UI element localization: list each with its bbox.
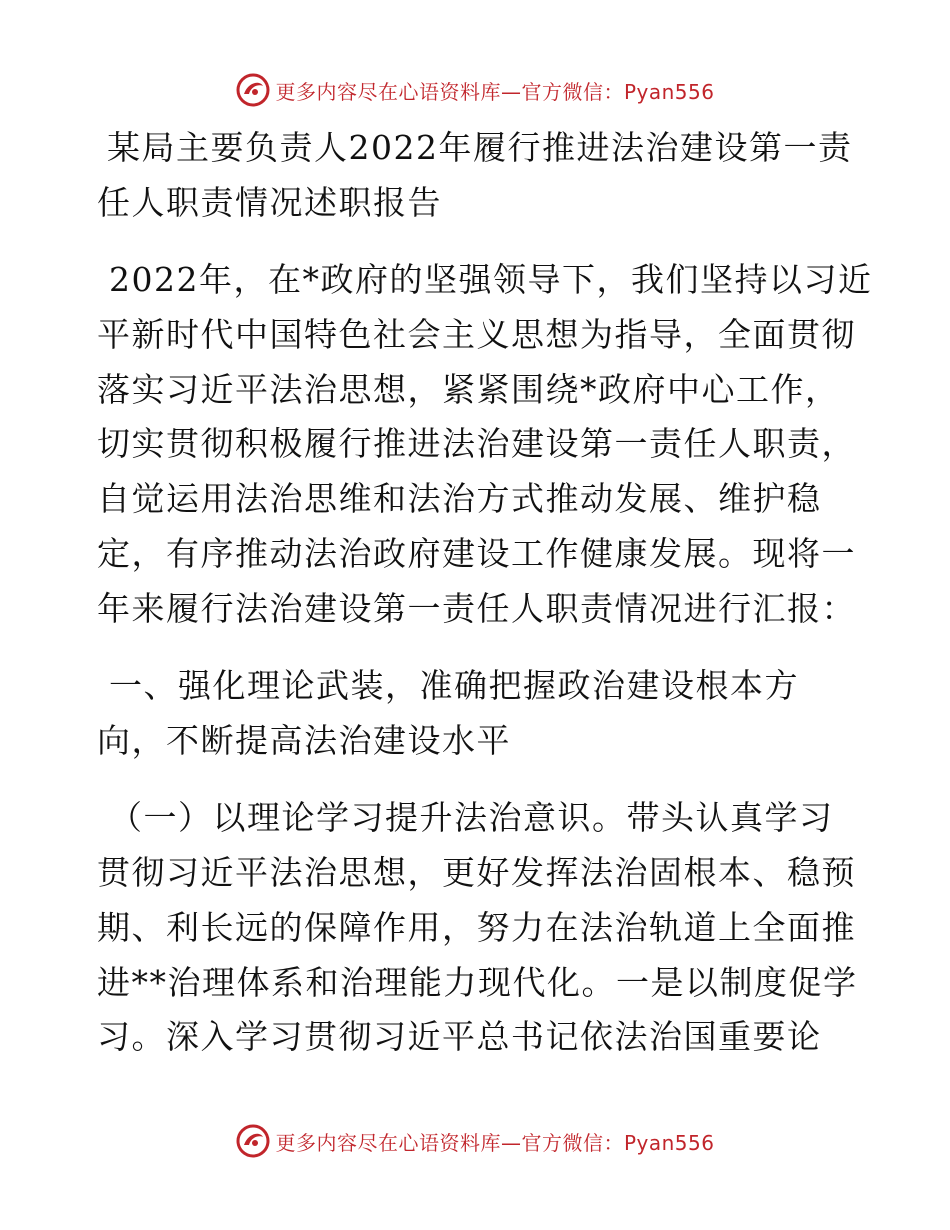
body-line: 贯彻习近平法治思想，更好发挥法治固根本、稳预 bbox=[97, 853, 856, 892]
watermark-banner-bottom bbox=[0, 1119, 950, 1163]
body-line: （一）以理论学习提升法治意识。带头认真学习 bbox=[109, 798, 834, 837]
intro-line: 年来履行法治建设第一责任人职责情况进行汇报： bbox=[97, 589, 856, 628]
red-swirl-seal-icon bbox=[235, 72, 271, 108]
intro-line: 自觉运用法治思维和法治方式推动发展、维护稳 bbox=[97, 479, 822, 518]
watermark-text: 更多内容尽在心语资料库—官方微信：Pyan556 bbox=[275, 1130, 715, 1155]
title-line-2: 任人职责情况述职报告 bbox=[97, 183, 442, 222]
body-line: 进**治理体系和治理能力现代化。一是以制度促学 bbox=[97, 963, 858, 1002]
intro-line: 定，有序推动法治政府建设工作健康发展。现将一 bbox=[97, 534, 856, 573]
watermark-banner-top bbox=[0, 68, 950, 112]
red-swirl-seal-icon bbox=[235, 1123, 271, 1159]
body-line: 习。深入学习贯彻习近平总书记依法治国重要论 bbox=[97, 1017, 822, 1056]
intro-line: 落实习近平法治思想，紧紧围绕*政府中心工作， bbox=[97, 370, 840, 409]
intro-line: 平新时代中国特色社会主义思想为指导，全面贯彻 bbox=[97, 315, 856, 354]
section-heading-line-2: 向，不断提高法治建设水平 bbox=[97, 721, 511, 760]
body-line: 期、利长远的保障作用，努力在法治轨道上全面推 bbox=[97, 908, 856, 947]
title-line-1: 某局主要负责人2022年履行推进法治建设第一责 bbox=[107, 128, 853, 167]
watermark-text: 更多内容尽在心语资料库—官方微信：Pyan556 bbox=[275, 79, 715, 104]
intro-line: 切实贯彻积极履行推进法治建设第一责任人职责， bbox=[97, 424, 856, 463]
intro-line: 2022年，在*政府的坚强领导下，我们坚持以习近 bbox=[109, 260, 873, 299]
section-heading-line-1: 一、强化理论武装，准确把握政治建设根本方 bbox=[109, 666, 799, 705]
